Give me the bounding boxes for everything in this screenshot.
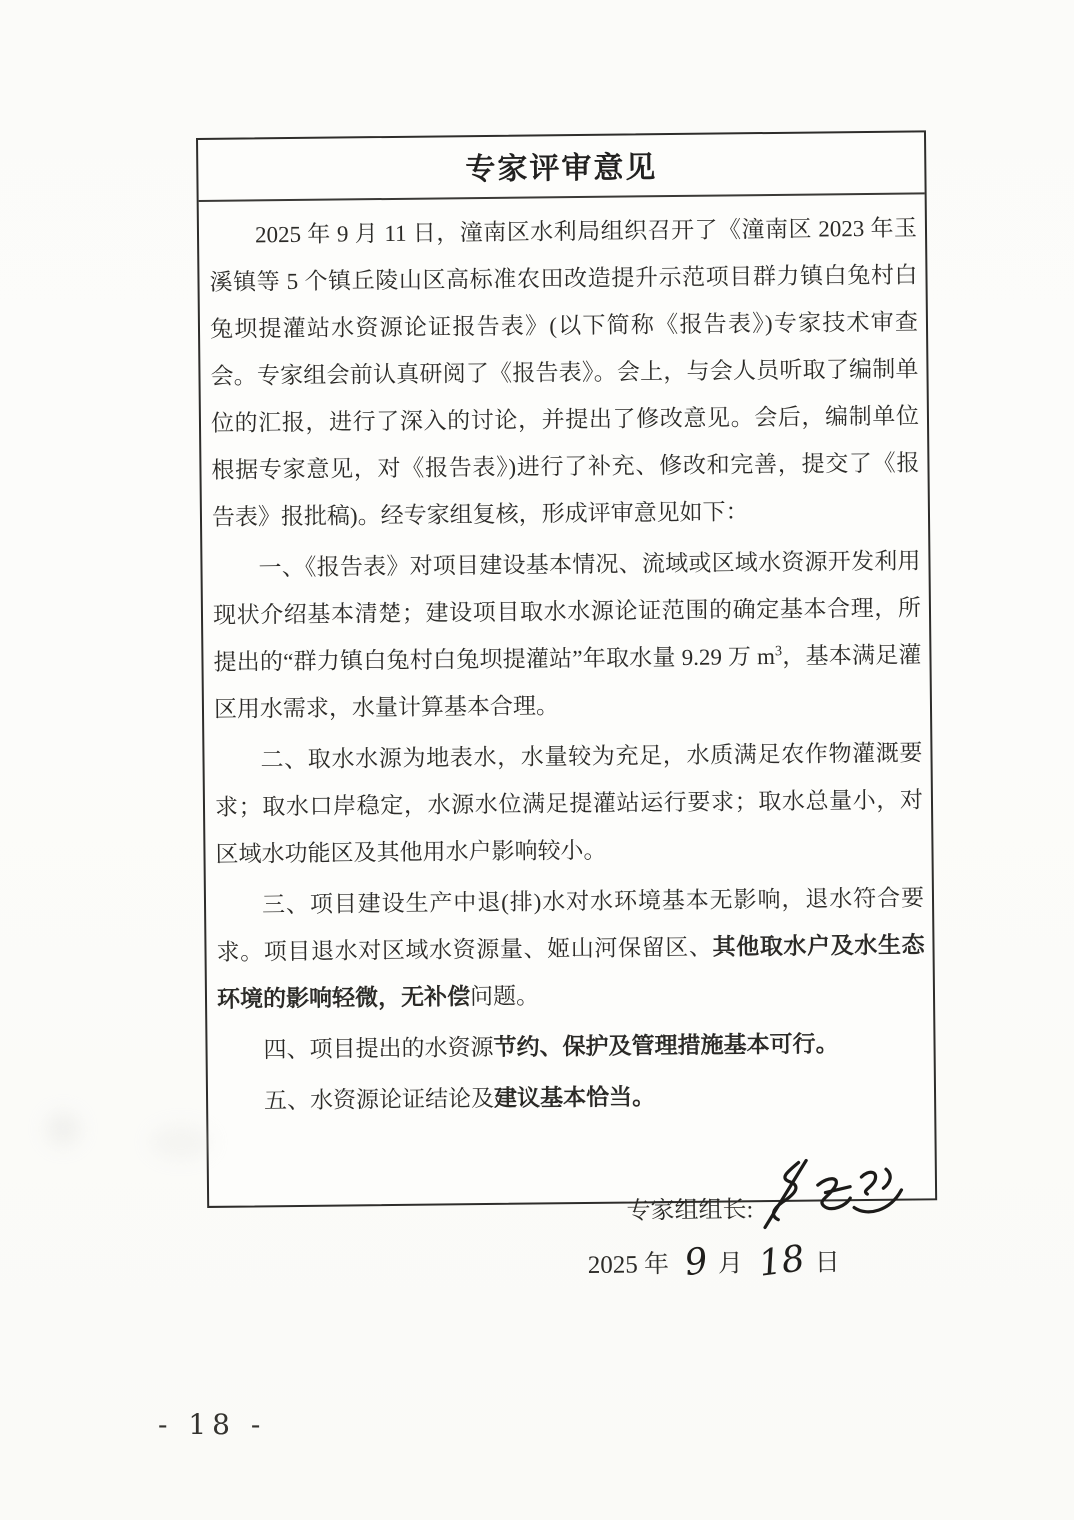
review-body [199, 194, 935, 1125]
date-month-unit: 月 [717, 1250, 744, 1278]
document-box [196, 130, 937, 1285]
review-paragraph: 2025 年 9 月 11 日，潼南区水利局组织召开了《潼南区 2023 年玉溪镇等 5 个镇丘陵山区高标准农田改造提升示范项目群力镇白兔村白兔坝提灌站水资源论证报告表》(以下简称《报告表》)专家技术审查会。专家组会前认真研阅了《报告表》。会上，与会人员听取了编制单位的汇报，进行了深入的讨论，并提出了修改意见。会后，编制单位根据专家意见，对《报告表》)进行了补充、修改和完善，提交了《报告表》报批稿)。经专家组复核，形成评审意见如下： [209, 215, 920, 530]
signature-label: 专家组组长: [626, 1197, 754, 1225]
review-paragraph: 五、水资源论证结论及建议基本恰当。 [263, 1084, 656, 1114]
signature-row [209, 1163, 936, 1243]
date-year: 2025 年 [587, 1251, 670, 1279]
signature-date-row [210, 1237, 936, 1286]
date-day-handwritten: 18 [756, 1238, 808, 1285]
scan-smudge [46, 1112, 80, 1146]
scan-smudge [150, 1125, 212, 1159]
date-month-handwritten: 9 [682, 1240, 711, 1285]
review-paragraph: 三、项目建设生产中退(排)水对水环境基本无影响，退水符合要求。项目退水对区域水资源量、姬山河保留区、其他取水户及水生态环境的影响轻微，无补偿问题。 [216, 885, 925, 1012]
date-day-unit: 日 [814, 1249, 840, 1277]
leader-signature-scrawl [757, 1156, 910, 1236]
page-number: - 18 - [158, 1408, 267, 1441]
document-title: 专家评审意见 [465, 151, 658, 187]
review-paragraph: 二、取水水源为地表水，水量较为充足，水质满足农作物灌溉要求；取水口岸稳定，水源水位满足提灌站运行要求；取水总量小，对区域水功能区及其他用水户影响较小。 [214, 740, 924, 867]
review-paragraph: 四、项目提出的水资源节约、保护及管理措施基本可行。 [263, 1031, 839, 1063]
review-paragraph: 一、《报告表》对项目建设基本情况、流域或区域水资源开发利用现状介绍基本清楚；建设项目取水水源论证范围的确定基本合理，所提出的“群力镇白兔村白兔坝提灌站”年取水量 9.29 万 $m^3$，基本满足灌区用水需求，水量计算基本合理。 [212, 548, 922, 722]
